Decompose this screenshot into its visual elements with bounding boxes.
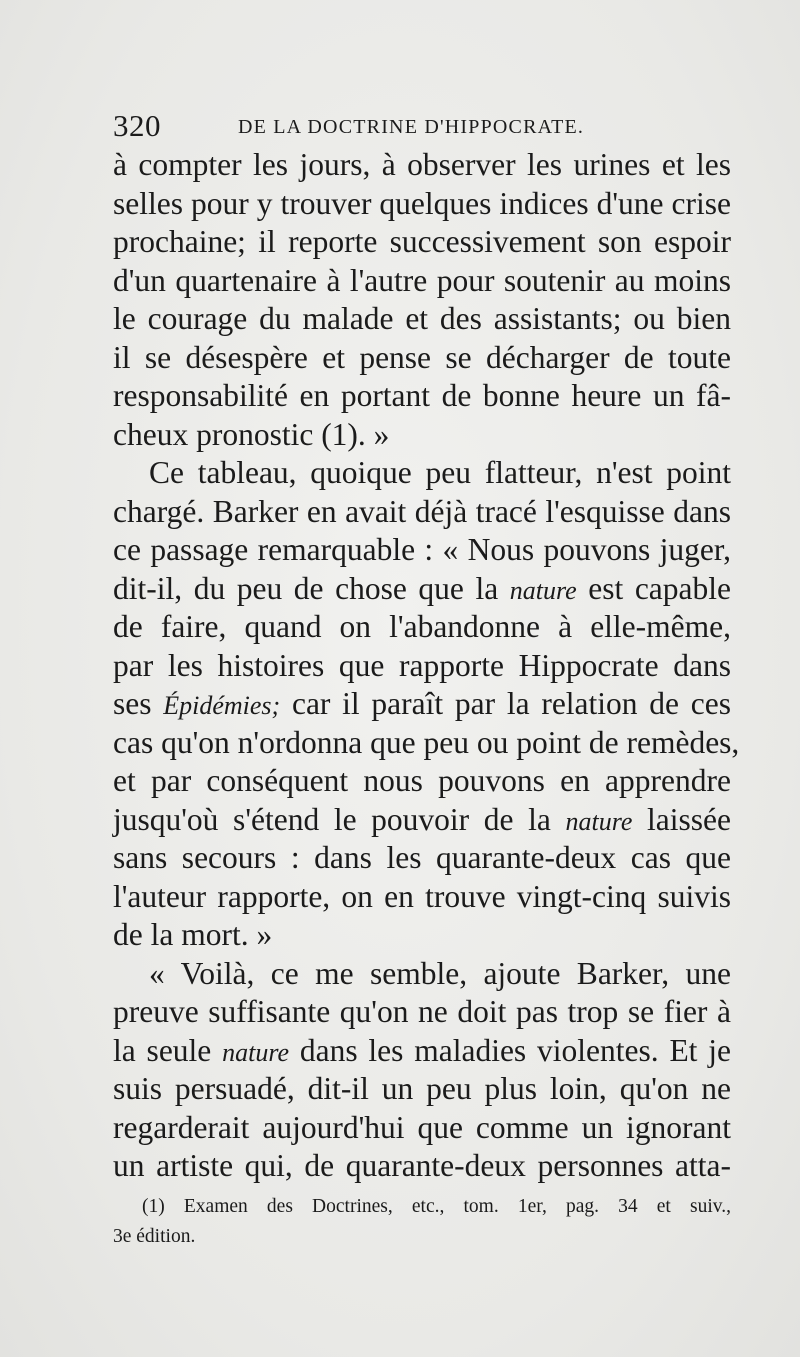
italic-term: nature <box>509 575 577 605</box>
text-line: cheux pronostic (1). » <box>113 416 390 452</box>
italic-term: nature <box>565 806 633 836</box>
text-line <box>113 685 731 724</box>
page-header <box>113 108 623 148</box>
text-line: chargé. Barker en avait déjà tracé l'esquisse dans <box>113 493 731 529</box>
footnote <box>113 1192 731 1252</box>
text-line: selles pour y trouver quelques indices d'une crise <box>113 185 731 221</box>
text-line: il se désespère et pense se décharger de toute <box>113 339 731 375</box>
footnote-line: (1) Examen des Doctrines, etc., tom. 1er, pag. 34 et suiv., <box>142 1196 731 1217</box>
text-segment: ses <box>113 686 164 721</box>
text-line: ce passage remarquable : « Nous pouvons juger, <box>113 532 731 567</box>
text-line: prochaine; il reporte successivement son espoir <box>113 224 731 259</box>
text-line: à compter les jours, à observer les urines et les <box>113 147 731 182</box>
italic-term: nature <box>222 1037 290 1067</box>
text-line: de la mort. » <box>113 917 273 952</box>
text-line: de faire, quand on l'abandonne à elle-même, <box>113 609 731 644</box>
text-line: cas qu'on n'ordonna que peu ou point de remèdes, <box>113 724 740 760</box>
text-line: regarderait aujourd'hui que comme un ignorant <box>113 1109 731 1145</box>
text-segment: laissée <box>632 801 731 837</box>
text-line: le courage du malade et des assistants; ou bien <box>113 301 731 336</box>
text-line <box>113 801 731 840</box>
text-line: d'un quartenaire à l'autre pour soutenir au moins <box>113 262 731 298</box>
footnote-line: 3e édition. <box>113 1226 196 1247</box>
body-text <box>113 146 740 1186</box>
text-line: sans secours : dans les quarante-deux cas que <box>113 840 731 875</box>
text-line: suis persuadé, dit-il un peu plus loin, qu'on ne <box>113 1071 731 1106</box>
text-segment: est capable <box>576 570 731 606</box>
text-line: responsabilité en portant de bonne heure un fâ- <box>113 378 731 413</box>
text-line: l'auteur rapporte, on en trouve vingt-cinq suivis <box>113 878 731 914</box>
text-line <box>113 1032 731 1071</box>
text-segment: dit-il, du peu de chose que la <box>113 570 510 606</box>
text-line <box>113 570 731 609</box>
text-line: et par conséquent nous pouvons en apprendre <box>113 763 731 798</box>
italic-term: Épidémies; <box>163 691 281 720</box>
text-line: par les histoires que rapporte Hippocrate dans <box>113 647 731 683</box>
text-line: preuve suffisante qu'on ne doit pas trop se fier à <box>113 994 731 1029</box>
running-head: DE LA DOCTRINE D'HIPPOCRATE. <box>238 116 585 138</box>
text-segment: car il paraît par la relation de ces <box>280 686 731 721</box>
text-segment: dans les maladies violentes. Et je <box>289 1032 731 1068</box>
paragraph-start-line: « Voilà, ce me semble, ajoute Barker, une <box>149 955 731 991</box>
page-number: 320 <box>113 108 161 143</box>
paragraph-start-line: Ce tableau, quoique peu flatteur, n'est point <box>149 455 731 490</box>
text-segment: la seule <box>113 1032 223 1068</box>
text-line: un artiste qui, de quarante-deux personnes atta- <box>113 1148 731 1183</box>
text-segment: jusqu'où s'étend le pouvoir de la <box>113 801 566 837</box>
